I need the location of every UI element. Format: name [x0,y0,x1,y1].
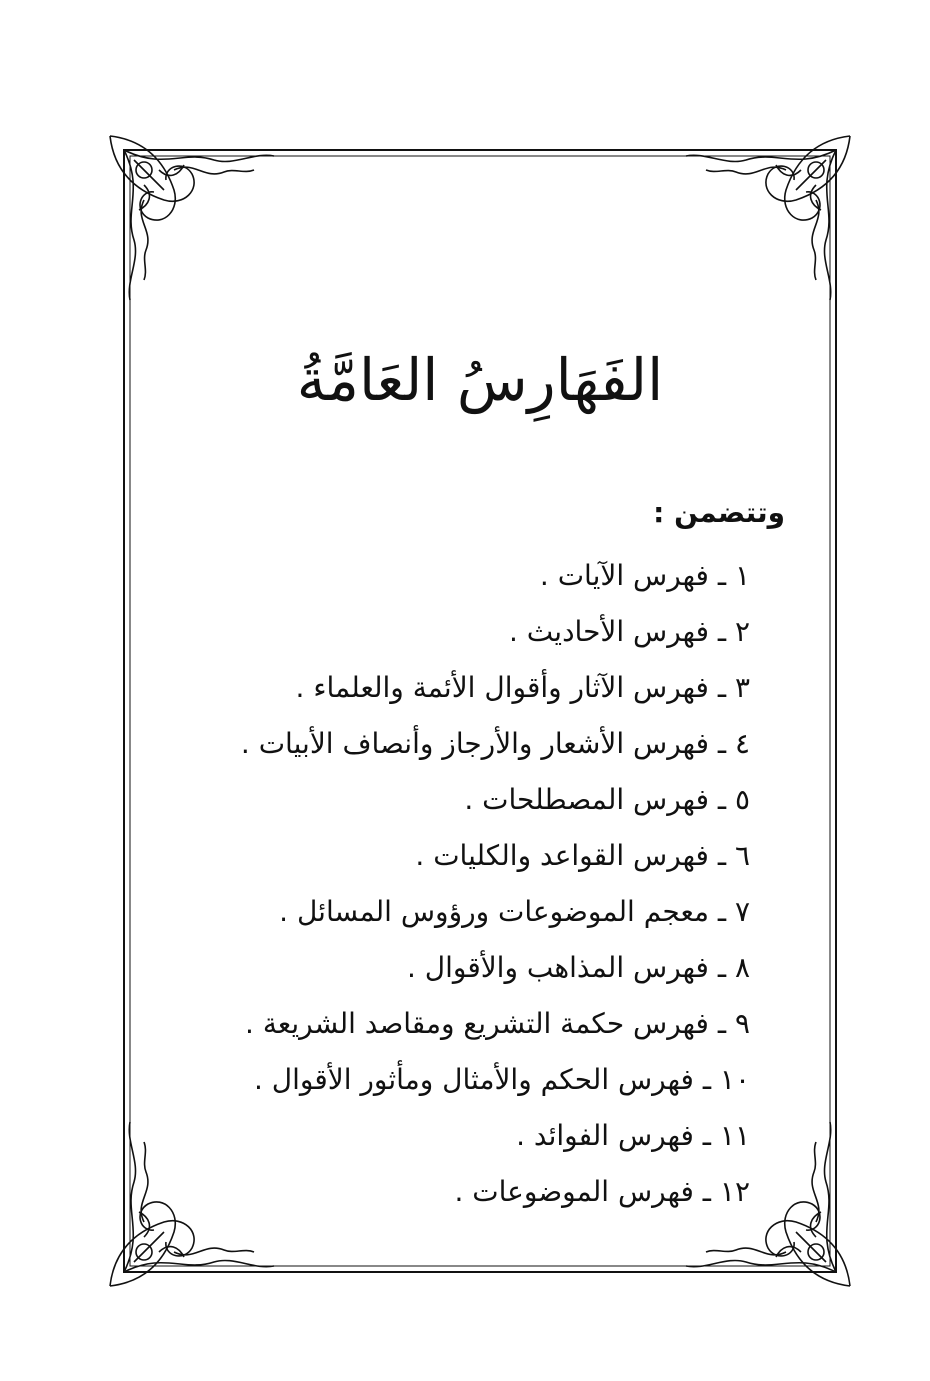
list-item: ٧ ـ معجم الموضوعات ورؤوس المسائل . [279,895,750,928]
list-item: ١٢ ـ فهرس الموضوعات . [454,1175,750,1208]
list-item: ١ ـ فهرس الآيات . [539,559,750,592]
floral-corner-icon [110,136,274,300]
list-item: ١٠ ـ فهرس الحكم والأمثال ومأثور الأقوال . [253,1063,750,1096]
list-item: ٤ ـ فهرس الأشعار والأرجاز وأنصاف الأبيات . [240,727,750,760]
list-item: ٨ ـ فهرس المذاهب والأقوال . [406,951,750,984]
list-item: ٢ ـ فهرس الأحاديث . [508,615,750,648]
index-list [110,548,750,1220]
list-item: ٩ ـ فهرس حكمة التشريع ومقاصد الشريعة . [245,1007,750,1040]
page-title: الفَهَارِسُ العَامَّةُ [296,346,664,414]
list-item: ٦ ـ فهرس القواعد والكليات . [415,839,750,872]
intro-label: وتتضمن : [653,496,785,529]
list-item: ١١ ـ فهرس الفوائد . [516,1119,750,1152]
list-item: ٥ ـ فهرس المصطلحات . [464,783,750,816]
list-item: ٣ ـ فهرس الآثار وأقوال الأئمة والعلماء . [295,671,750,704]
